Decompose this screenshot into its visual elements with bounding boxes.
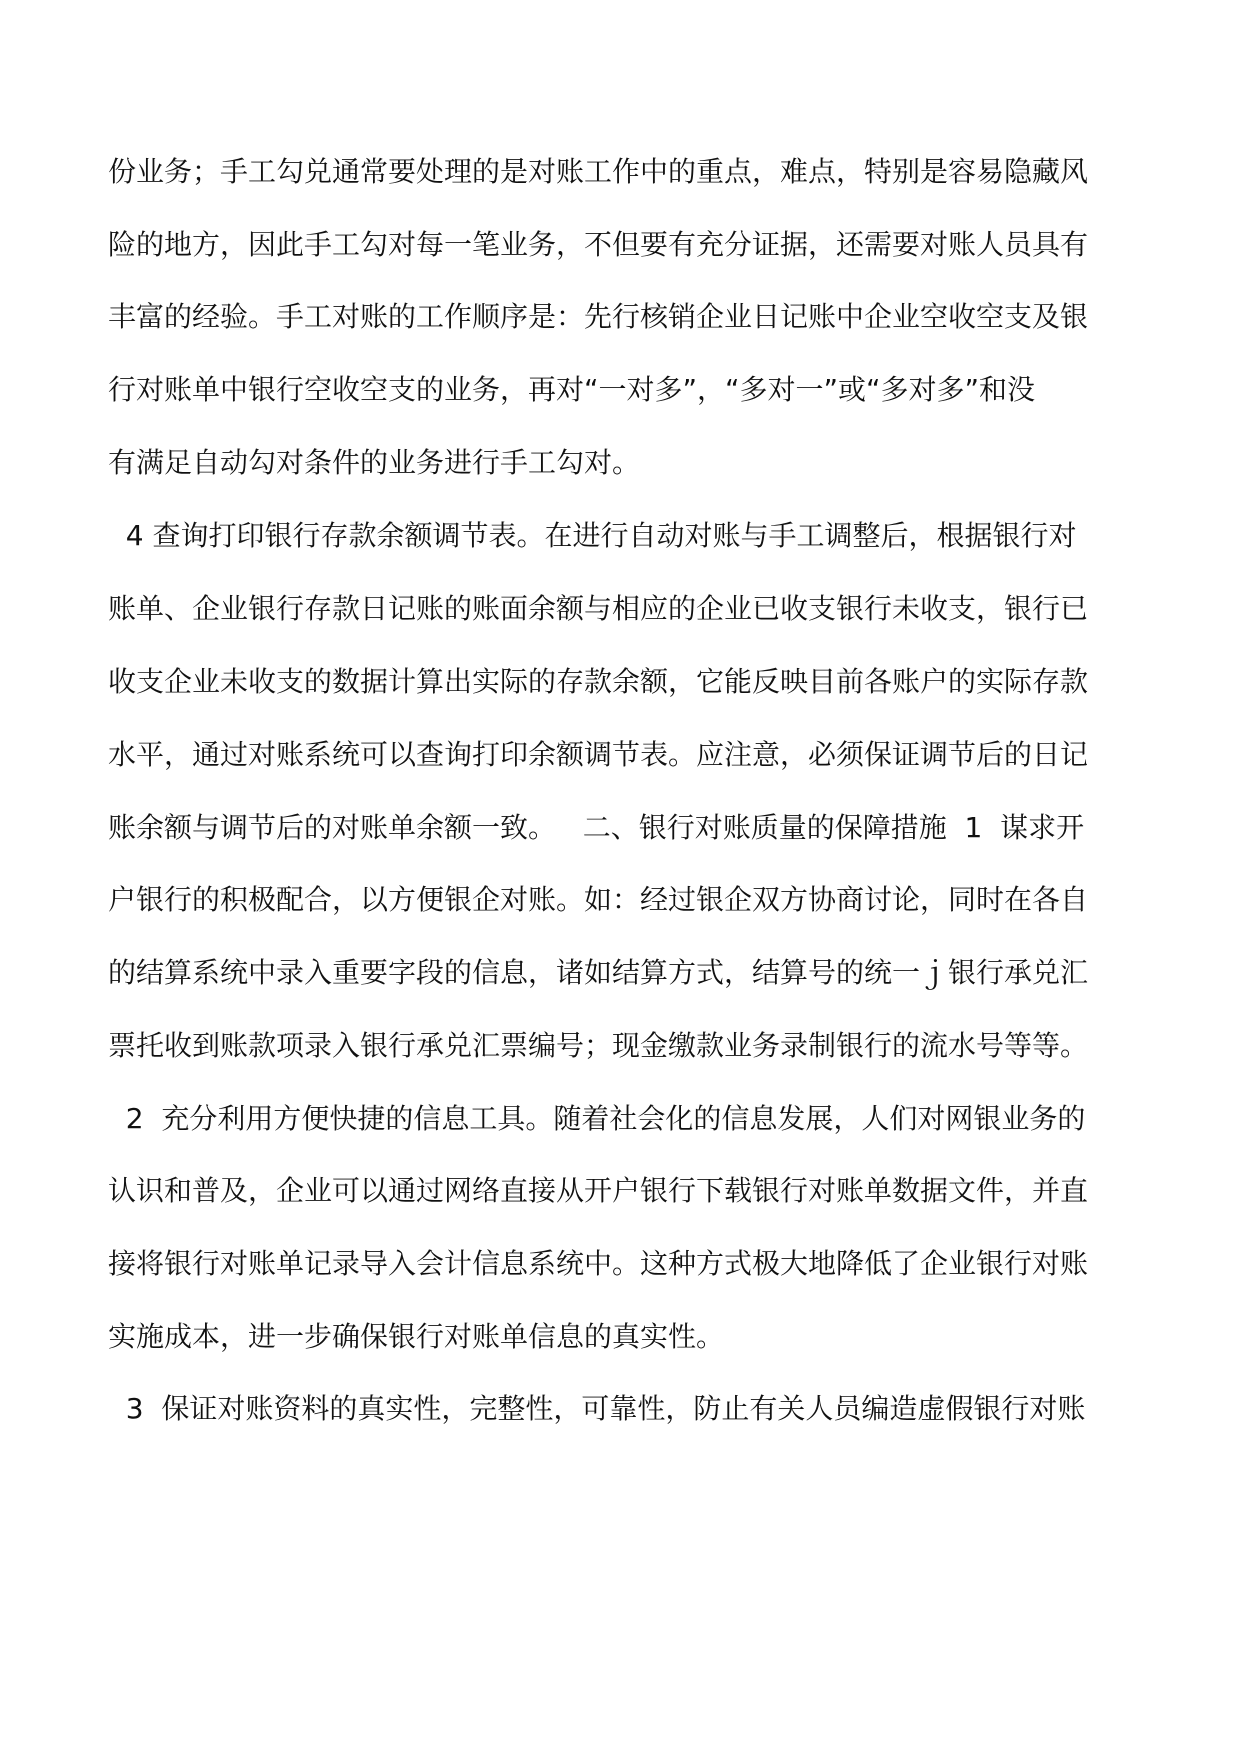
text-line: 户银行的积极配合，以方便银企对账。如：经过银企双方协商讨论，同时在各自 xyxy=(108,883,1089,916)
text-line: 账余额与调节后的对账单余额一致。 二、银行对账质量的保障措施 1 谋求开 xyxy=(108,811,1085,844)
text-line: 水平，通过对账系统可以查询打印余额调节表。应注意，必须保证调节后的日记 xyxy=(108,738,1089,771)
text-line: 丰富的经验。手工对账的工作顺序是：先行核销企业日记账中企业空收空支及银 xyxy=(108,300,1089,333)
text-line: 认识和普及，企业可以通过网络直接从开户银行下载银行对账单数据文件，并直 xyxy=(108,1174,1089,1207)
text-line: 实施成本，进一步确保银行对账单信息的真实性。 xyxy=(108,1320,725,1353)
text-line: 行对账单中银行空收空支的业务，再对“一对多”，“多对一”或“多对多”和没 xyxy=(108,373,1036,406)
text-line: 有满足自动勾对条件的业务进行手工勾对。 xyxy=(108,446,641,479)
text-line: 份业务；手工勾兑通常要处理的是对账工作中的重点，难点，特别是容易隐藏风 xyxy=(108,155,1089,188)
text-line: 4 查询打印银行存款余额调节表。在进行自动对账与手工调整后，根据银行对 xyxy=(108,519,1077,552)
text-line: 险的地方，因此手工勾对每一笔业务，不但要有充分证据，还需要对账人员具有 xyxy=(108,228,1089,261)
text-line: 票托收到账款项录入银行承兑汇票编号；现金缴款业务录制银行的流水号等等。 xyxy=(108,1029,1089,1062)
text-line: 账单、企业银行存款日记账的账面余额与相应的企业已收支银行未收支，银行已 xyxy=(108,592,1089,625)
text-line: 3 保证对账资料的真实性，完整性，可靠性，防止有关人员编造虚假银行对账 xyxy=(108,1392,1086,1425)
text-line: 2 充分利用方便快捷的信息工具。随着社会化的信息发展，人们对网银业务的 xyxy=(108,1102,1086,1135)
text-line: 的结算系统中录入重要字段的信息，诸如结算方式，结算号的统一ｊ银行承兑汇 xyxy=(108,956,1089,989)
text-line: 收支企业未收支的数据计算出实际的存款余额，它能反映目前各账户的实际存款 xyxy=(108,665,1089,698)
text-line: 接将银行对账单记录导入会计信息系统中。这种方式极大地降低了企业银行对账 xyxy=(108,1247,1089,1280)
